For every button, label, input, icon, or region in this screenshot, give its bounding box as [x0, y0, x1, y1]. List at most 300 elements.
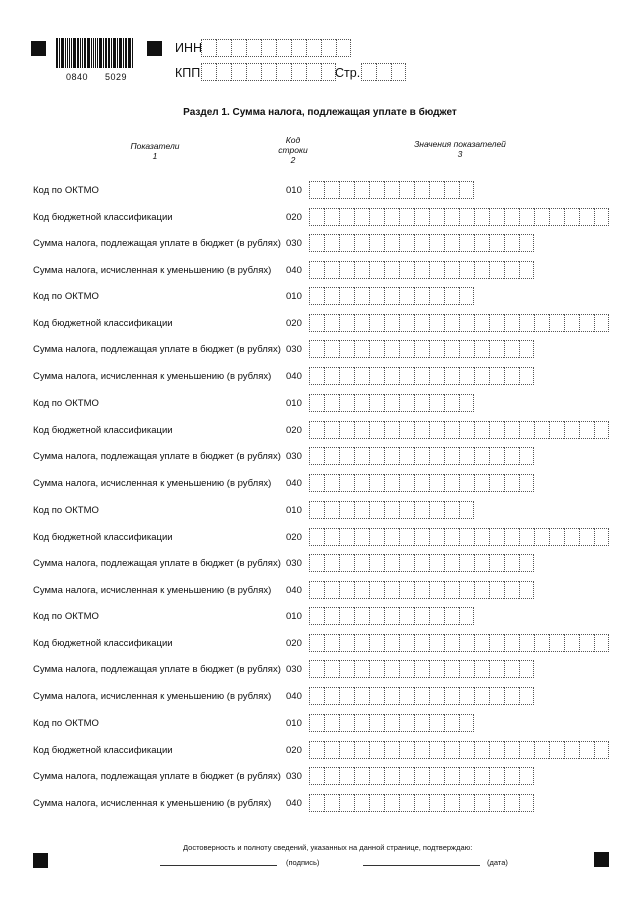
value-cell[interactable] [459, 581, 474, 599]
value-cell[interactable] [444, 660, 459, 678]
page-cell[interactable] [376, 63, 391, 81]
value-cell[interactable] [474, 687, 489, 705]
value-cell[interactable] [474, 794, 489, 812]
value-cell[interactable] [399, 314, 414, 332]
value-cell[interactable] [504, 421, 519, 439]
value-cell[interactable] [549, 528, 564, 546]
inn-cell[interactable] [201, 39, 216, 57]
value-cell[interactable] [579, 634, 594, 652]
value-cell[interactable] [309, 581, 324, 599]
value-cell[interactable] [444, 581, 459, 599]
kpp-cell[interactable] [276, 63, 291, 81]
value-cell[interactable] [399, 554, 414, 572]
value-cell[interactable] [324, 528, 339, 546]
value-cell[interactable] [504, 234, 519, 252]
value-field-020[interactable] [309, 528, 609, 546]
value-cell[interactable] [414, 687, 429, 705]
value-cell[interactable] [459, 794, 474, 812]
value-cell[interactable] [519, 208, 534, 226]
value-field-030[interactable] [309, 767, 534, 785]
value-field-020[interactable] [309, 208, 609, 226]
value-cell[interactable] [519, 581, 534, 599]
value-cell[interactable] [354, 634, 369, 652]
value-cell[interactable] [369, 367, 384, 385]
value-cell[interactable] [474, 447, 489, 465]
inn-cell[interactable] [261, 39, 276, 57]
value-cell[interactable] [324, 261, 339, 279]
value-cell[interactable] [564, 741, 579, 759]
value-cell[interactable] [414, 234, 429, 252]
value-cell[interactable] [354, 581, 369, 599]
value-cell[interactable] [309, 447, 324, 465]
value-cell[interactable] [324, 447, 339, 465]
value-cell[interactable] [519, 634, 534, 652]
value-cell[interactable] [459, 394, 474, 412]
value-cell[interactable] [324, 287, 339, 305]
value-cell[interactable] [414, 208, 429, 226]
value-cell[interactable] [339, 181, 354, 199]
value-cell[interactable] [354, 287, 369, 305]
value-cell[interactable] [369, 447, 384, 465]
value-cell[interactable] [384, 794, 399, 812]
value-cell[interactable] [429, 607, 444, 625]
value-cell[interactable] [399, 367, 414, 385]
value-cell[interactable] [459, 687, 474, 705]
value-cell[interactable] [504, 367, 519, 385]
value-cell[interactable] [384, 287, 399, 305]
value-field-010[interactable] [309, 287, 474, 305]
value-cell[interactable] [384, 208, 399, 226]
value-cell[interactable] [324, 234, 339, 252]
value-cell[interactable] [339, 234, 354, 252]
value-cell[interactable] [339, 687, 354, 705]
value-cell[interactable] [444, 501, 459, 519]
value-cell[interactable] [429, 714, 444, 732]
value-cell[interactable] [339, 794, 354, 812]
value-cell[interactable] [339, 394, 354, 412]
value-cell[interactable] [504, 634, 519, 652]
value-cell[interactable] [459, 501, 474, 519]
value-cell[interactable] [474, 340, 489, 358]
value-cell[interactable] [324, 634, 339, 652]
value-cell[interactable] [384, 554, 399, 572]
value-cell[interactable] [519, 367, 534, 385]
value-cell[interactable] [309, 634, 324, 652]
value-cell[interactable] [489, 314, 504, 332]
value-cell[interactable] [399, 634, 414, 652]
value-cell[interactable] [429, 634, 444, 652]
inn-cell[interactable] [276, 39, 291, 57]
value-cell[interactable] [549, 421, 564, 439]
value-cell[interactable] [429, 660, 444, 678]
value-cell[interactable] [324, 181, 339, 199]
inn-cell[interactable] [306, 39, 321, 57]
value-cell[interactable] [384, 741, 399, 759]
value-cell[interactable] [354, 314, 369, 332]
value-cell[interactable] [339, 367, 354, 385]
value-cell[interactable] [444, 767, 459, 785]
value-cell[interactable] [474, 528, 489, 546]
value-cell[interactable] [369, 581, 384, 599]
value-cell[interactable] [354, 607, 369, 625]
value-cell[interactable] [324, 314, 339, 332]
value-cell[interactable] [519, 340, 534, 358]
inn-cell[interactable] [216, 39, 231, 57]
value-cell[interactable] [399, 394, 414, 412]
value-cell[interactable] [534, 634, 549, 652]
value-cell[interactable] [414, 261, 429, 279]
value-cell[interactable] [384, 261, 399, 279]
value-cell[interactable] [369, 340, 384, 358]
value-cell[interactable] [354, 741, 369, 759]
value-field-040[interactable] [309, 687, 534, 705]
value-cell[interactable] [369, 528, 384, 546]
value-cell[interactable] [489, 687, 504, 705]
value-cell[interactable] [444, 447, 459, 465]
value-cell[interactable] [534, 421, 549, 439]
value-cell[interactable] [474, 767, 489, 785]
value-cell[interactable] [594, 314, 609, 332]
value-cell[interactable] [549, 634, 564, 652]
value-cell[interactable] [564, 421, 579, 439]
value-cell[interactable] [459, 208, 474, 226]
value-cell[interactable] [399, 208, 414, 226]
value-cell[interactable] [414, 447, 429, 465]
value-cell[interactable] [324, 794, 339, 812]
value-cell[interactable] [444, 741, 459, 759]
value-cell[interactable] [309, 687, 324, 705]
value-cell[interactable] [354, 554, 369, 572]
value-cell[interactable] [354, 447, 369, 465]
value-cell[interactable] [444, 554, 459, 572]
value-cell[interactable] [519, 741, 534, 759]
value-cell[interactable] [354, 687, 369, 705]
value-cell[interactable] [339, 554, 354, 572]
value-cell[interactable] [459, 447, 474, 465]
value-cell[interactable] [459, 261, 474, 279]
value-cell[interactable] [549, 314, 564, 332]
value-cell[interactable] [399, 421, 414, 439]
value-cell[interactable] [309, 287, 324, 305]
value-cell[interactable] [414, 741, 429, 759]
value-cell[interactable] [324, 607, 339, 625]
value-cell[interactable] [429, 287, 444, 305]
value-cell[interactable] [459, 714, 474, 732]
value-cell[interactable] [354, 528, 369, 546]
value-cell[interactable] [429, 261, 444, 279]
kpp-cell[interactable] [261, 63, 276, 81]
value-cell[interactable] [324, 208, 339, 226]
value-cell[interactable] [354, 501, 369, 519]
value-cell[interactable] [504, 208, 519, 226]
value-cell[interactable] [339, 447, 354, 465]
kpp-cell[interactable] [246, 63, 261, 81]
value-cell[interactable] [369, 607, 384, 625]
value-cell[interactable] [369, 474, 384, 492]
value-cell[interactable] [459, 767, 474, 785]
value-cell[interactable] [504, 447, 519, 465]
value-cell[interactable] [414, 314, 429, 332]
value-cell[interactable] [444, 367, 459, 385]
value-cell[interactable] [384, 714, 399, 732]
value-cell[interactable] [519, 660, 534, 678]
value-cell[interactable] [459, 634, 474, 652]
value-cell[interactable] [309, 314, 324, 332]
value-cell[interactable] [474, 634, 489, 652]
value-cell[interactable] [399, 528, 414, 546]
value-cell[interactable] [504, 261, 519, 279]
value-cell[interactable] [579, 208, 594, 226]
value-cell[interactable] [309, 421, 324, 439]
value-cell[interactable] [339, 314, 354, 332]
value-cell[interactable] [459, 528, 474, 546]
value-cell[interactable] [594, 528, 609, 546]
value-cell[interactable] [594, 634, 609, 652]
value-cell[interactable] [309, 474, 324, 492]
value-cell[interactable] [594, 741, 609, 759]
kpp-field[interactable] [201, 63, 336, 81]
value-cell[interactable] [504, 528, 519, 546]
value-cell[interactable] [339, 634, 354, 652]
value-cell[interactable] [369, 234, 384, 252]
value-cell[interactable] [384, 501, 399, 519]
value-cell[interactable] [369, 287, 384, 305]
value-cell[interactable] [504, 767, 519, 785]
value-field-030[interactable] [309, 340, 534, 358]
value-cell[interactable] [369, 208, 384, 226]
value-cell[interactable] [354, 367, 369, 385]
value-cell[interactable] [429, 340, 444, 358]
value-cell[interactable] [309, 234, 324, 252]
value-cell[interactable] [324, 660, 339, 678]
value-cell[interactable] [384, 634, 399, 652]
value-field-040[interactable] [309, 794, 534, 812]
value-cell[interactable] [429, 554, 444, 572]
value-cell[interactable] [339, 340, 354, 358]
value-cell[interactable] [369, 714, 384, 732]
value-cell[interactable] [534, 741, 549, 759]
value-cell[interactable] [429, 314, 444, 332]
value-field-030[interactable] [309, 660, 534, 678]
value-cell[interactable] [369, 181, 384, 199]
value-cell[interactable] [369, 314, 384, 332]
value-cell[interactable] [519, 687, 534, 705]
value-cell[interactable] [354, 261, 369, 279]
value-cell[interactable] [399, 447, 414, 465]
value-cell[interactable] [324, 501, 339, 519]
value-cell[interactable] [369, 660, 384, 678]
value-cell[interactable] [384, 314, 399, 332]
value-cell[interactable] [519, 421, 534, 439]
value-cell[interactable] [489, 261, 504, 279]
value-cell[interactable] [519, 528, 534, 546]
value-cell[interactable] [309, 660, 324, 678]
value-cell[interactable] [384, 367, 399, 385]
value-cell[interactable] [444, 340, 459, 358]
value-field-010[interactable] [309, 394, 474, 412]
value-cell[interactable] [309, 714, 324, 732]
value-cell[interactable] [429, 501, 444, 519]
value-cell[interactable] [549, 208, 564, 226]
value-cell[interactable] [339, 767, 354, 785]
value-cell[interactable] [489, 474, 504, 492]
value-cell[interactable] [519, 554, 534, 572]
value-cell[interactable] [324, 554, 339, 572]
value-cell[interactable] [339, 261, 354, 279]
value-cell[interactable] [429, 767, 444, 785]
value-cell[interactable] [309, 741, 324, 759]
value-cell[interactable] [504, 314, 519, 332]
value-cell[interactable] [339, 474, 354, 492]
inn-field[interactable] [201, 39, 351, 57]
value-cell[interactable] [414, 528, 429, 546]
value-cell[interactable] [519, 794, 534, 812]
value-cell[interactable] [324, 474, 339, 492]
value-cell[interactable] [324, 340, 339, 358]
value-cell[interactable] [504, 554, 519, 572]
value-cell[interactable] [414, 714, 429, 732]
value-cell[interactable] [579, 421, 594, 439]
value-field-020[interactable] [309, 314, 609, 332]
value-cell[interactable] [339, 714, 354, 732]
value-cell[interactable] [324, 421, 339, 439]
value-cell[interactable] [564, 528, 579, 546]
value-cell[interactable] [444, 634, 459, 652]
value-cell[interactable] [414, 474, 429, 492]
value-cell[interactable] [309, 208, 324, 226]
value-cell[interactable] [429, 208, 444, 226]
value-cell[interactable] [459, 660, 474, 678]
value-cell[interactable] [399, 501, 414, 519]
value-cell[interactable] [429, 234, 444, 252]
value-cell[interactable] [339, 208, 354, 226]
value-cell[interactable] [414, 501, 429, 519]
value-cell[interactable] [459, 234, 474, 252]
value-cell[interactable] [594, 208, 609, 226]
value-field-030[interactable] [309, 234, 534, 252]
value-field-020[interactable] [309, 634, 609, 652]
value-cell[interactable] [504, 794, 519, 812]
value-cell[interactable] [399, 181, 414, 199]
value-field-040[interactable] [309, 474, 534, 492]
value-cell[interactable] [414, 607, 429, 625]
value-cell[interactable] [369, 261, 384, 279]
value-cell[interactable] [339, 501, 354, 519]
value-cell[interactable] [309, 607, 324, 625]
value-cell[interactable] [474, 208, 489, 226]
value-cell[interactable] [459, 181, 474, 199]
value-cell[interactable] [339, 660, 354, 678]
value-cell[interactable] [579, 314, 594, 332]
value-cell[interactable] [504, 687, 519, 705]
inn-cell[interactable] [291, 39, 306, 57]
value-cell[interactable] [369, 554, 384, 572]
value-cell[interactable] [369, 501, 384, 519]
value-cell[interactable] [339, 607, 354, 625]
inn-cell[interactable] [336, 39, 351, 57]
value-cell[interactable] [384, 607, 399, 625]
value-cell[interactable] [459, 314, 474, 332]
value-cell[interactable] [354, 714, 369, 732]
page-cell[interactable] [391, 63, 406, 81]
value-cell[interactable] [444, 287, 459, 305]
signature-line[interactable] [160, 865, 277, 866]
value-cell[interactable] [459, 741, 474, 759]
value-cell[interactable] [399, 687, 414, 705]
value-cell[interactable] [384, 234, 399, 252]
value-cell[interactable] [444, 714, 459, 732]
value-cell[interactable] [399, 340, 414, 358]
value-cell[interactable] [489, 528, 504, 546]
date-line[interactable] [363, 865, 480, 866]
value-cell[interactable] [309, 501, 324, 519]
value-cell[interactable] [594, 421, 609, 439]
value-cell[interactable] [444, 794, 459, 812]
value-cell[interactable] [369, 794, 384, 812]
value-cell[interactable] [354, 181, 369, 199]
value-cell[interactable] [384, 660, 399, 678]
kpp-cell[interactable] [321, 63, 336, 81]
value-cell[interactable] [309, 554, 324, 572]
value-cell[interactable] [459, 607, 474, 625]
value-cell[interactable] [444, 474, 459, 492]
value-cell[interactable] [309, 394, 324, 412]
value-cell[interactable] [324, 714, 339, 732]
value-cell[interactable] [504, 474, 519, 492]
value-cell[interactable] [504, 340, 519, 358]
value-cell[interactable] [489, 340, 504, 358]
value-cell[interactable] [339, 528, 354, 546]
value-cell[interactable] [444, 181, 459, 199]
value-cell[interactable] [414, 394, 429, 412]
value-cell[interactable] [444, 607, 459, 625]
value-cell[interactable] [414, 340, 429, 358]
value-field-010[interactable] [309, 501, 474, 519]
value-cell[interactable] [339, 421, 354, 439]
kpp-cell[interactable] [216, 63, 231, 81]
value-cell[interactable] [519, 261, 534, 279]
value-cell[interactable] [489, 208, 504, 226]
value-cell[interactable] [399, 287, 414, 305]
value-cell[interactable] [444, 314, 459, 332]
value-field-030[interactable] [309, 554, 534, 572]
value-cell[interactable] [339, 287, 354, 305]
value-field-030[interactable] [309, 447, 534, 465]
value-cell[interactable] [429, 367, 444, 385]
value-cell[interactable] [534, 208, 549, 226]
kpp-cell[interactable] [306, 63, 321, 81]
value-cell[interactable] [354, 421, 369, 439]
value-cell[interactable] [519, 314, 534, 332]
value-cell[interactable] [354, 767, 369, 785]
value-cell[interactable] [324, 767, 339, 785]
kpp-cell[interactable] [231, 63, 246, 81]
value-cell[interactable] [429, 581, 444, 599]
value-cell[interactable] [399, 741, 414, 759]
value-cell[interactable] [369, 421, 384, 439]
value-cell[interactable] [414, 767, 429, 785]
value-field-010[interactable] [309, 607, 474, 625]
value-cell[interactable] [354, 660, 369, 678]
value-cell[interactable] [534, 528, 549, 546]
value-cell[interactable] [429, 741, 444, 759]
value-cell[interactable] [309, 340, 324, 358]
value-cell[interactable] [384, 687, 399, 705]
value-cell[interactable] [414, 634, 429, 652]
value-cell[interactable] [414, 660, 429, 678]
value-cell[interactable] [384, 767, 399, 785]
value-field-040[interactable] [309, 261, 534, 279]
